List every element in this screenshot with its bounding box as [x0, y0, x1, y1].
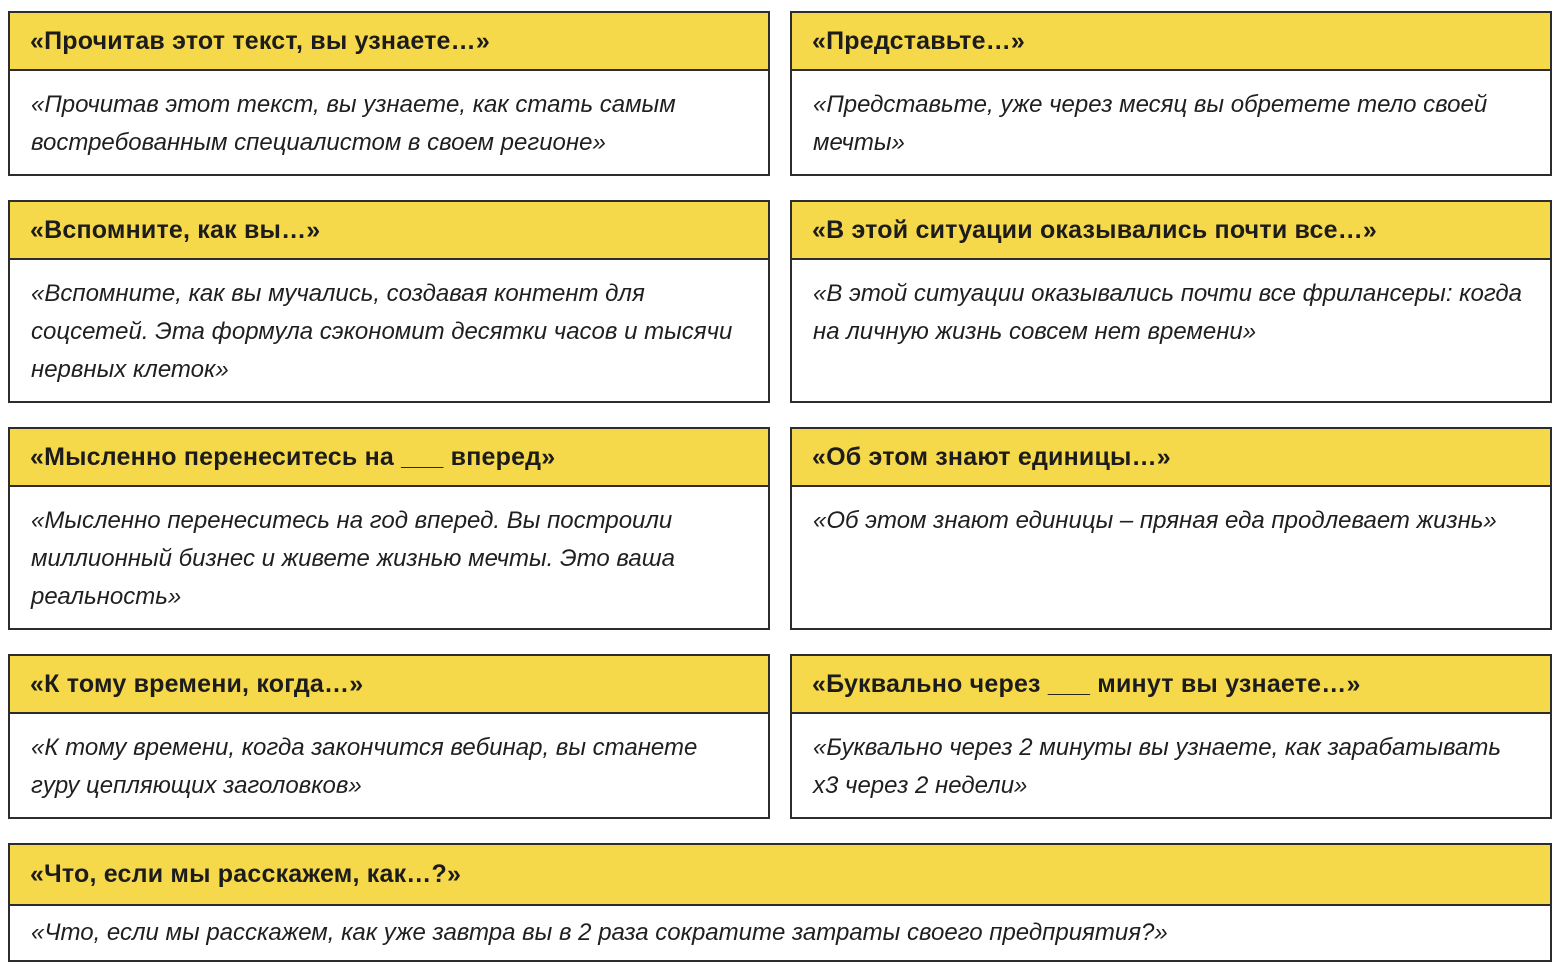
card-header: [10, 429, 768, 487]
card-header: [792, 656, 1550, 714]
card-example-text: «Об этом знают единицы – пряная еда продлевает жизнь»: [813, 507, 1497, 534]
card-title: «Буквально через ___ минут вы узнаете…»: [812, 669, 1361, 698]
card-example-text: «К тому времени, когда закончится вебинар, вы станете гуру цепляющих заголовков»: [31, 734, 698, 799]
card-title: «Вспомните, как вы…»: [30, 215, 321, 244]
card-example-text: «Представьте, уже через месяц вы обретете тело своей мечты»: [813, 91, 1488, 156]
card-title: «К тому времени, когда…»: [30, 669, 364, 698]
card-title: «Мысленно перенеситесь на ___ вперед»: [30, 442, 556, 471]
template-card-edinicy: [790, 427, 1552, 630]
card-example-text: «В этой ситуации оказывались почти все фрилансеры: когда на личную жизнь совсем нет времени»: [813, 280, 1523, 345]
card-example-text: «Что, если мы расскажем, как уже завтра вы в 2 раза сократите затраты своего предприятия?»: [31, 919, 1168, 946]
card-body: [10, 487, 768, 628]
card-example-text: «Мысленно перенеситесь на год вперед. Вы построили миллионный бизнес и живете жизнью мечты. Это ваша реальность»: [31, 507, 676, 610]
template-card-situacii: [790, 200, 1552, 403]
template-card-chto-esli: [8, 843, 1552, 962]
card-body: [10, 260, 768, 401]
template-card-bukvalno: [790, 654, 1552, 819]
template-card-vspomnite: [8, 200, 770, 403]
card-header: [10, 656, 768, 714]
template-card-prochitav: [8, 11, 770, 176]
card-body: [10, 71, 768, 174]
card-body: [792, 71, 1550, 174]
card-header: [10, 13, 768, 71]
card-body: [10, 906, 1550, 960]
card-header: [792, 13, 1550, 71]
card-body: [792, 260, 1550, 401]
card-header: [792, 202, 1550, 260]
template-card-k-tomu-vremeni: [8, 654, 770, 819]
card-example-text: «Буквально через 2 минуты вы узнаете, как зарабатывать х3 через 2 недели»: [813, 734, 1501, 799]
card-header: [792, 429, 1550, 487]
card-title: «Об этом знают единицы…»: [812, 442, 1171, 471]
card-body: [792, 714, 1550, 817]
card-title: «Что, если мы расскажем, как…?»: [30, 860, 462, 888]
card-header: [10, 202, 768, 260]
template-card-myslenno: [8, 427, 770, 630]
card-body: [792, 487, 1550, 628]
card-header: [10, 845, 1550, 906]
card-title: «Прочитав этот текст, вы узнаете…»: [30, 26, 490, 55]
card-body: [10, 714, 768, 817]
card-title: «Представьте…»: [812, 26, 1026, 55]
card-title: «В этой ситуации оказывались почти все…»: [812, 215, 1378, 244]
template-card-predstavte: [790, 11, 1552, 176]
card-example-text: «Вспомните, как вы мучались, создавая контент для соцсетей. Эта формула сэкономит десятки часов и тысячи нервных клеток»: [31, 280, 733, 383]
card-example-text: «Прочитав этот текст, вы узнаете, как стать самым востребованным специалистом в своем регионе»: [31, 91, 676, 156]
